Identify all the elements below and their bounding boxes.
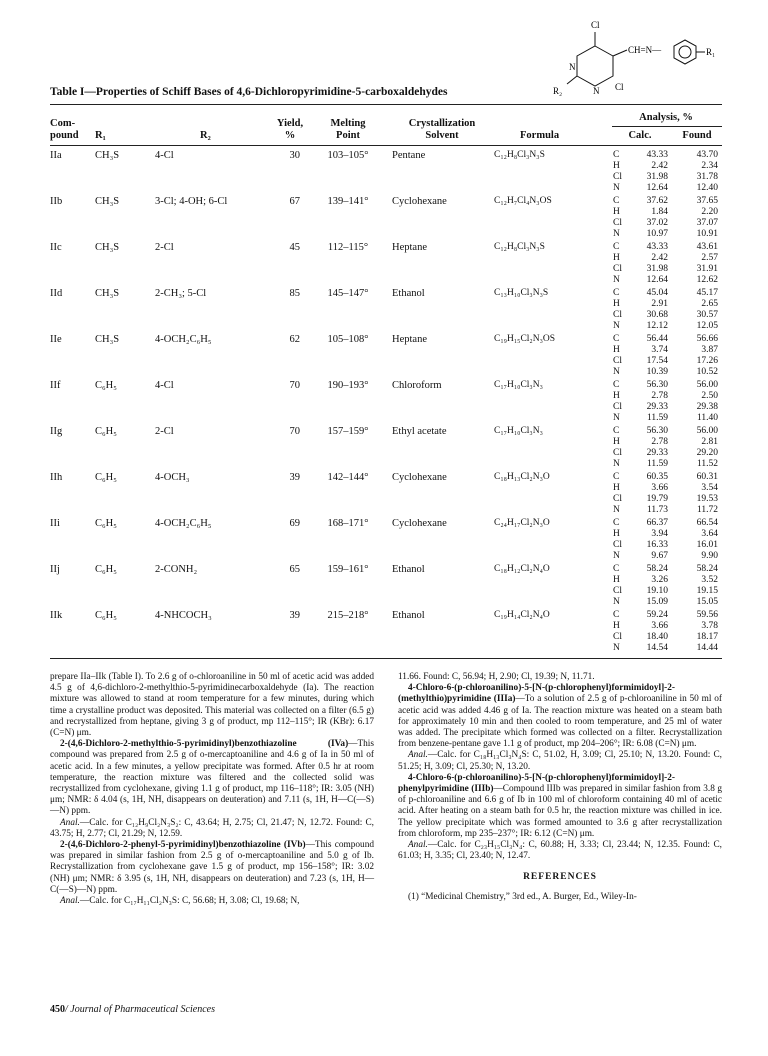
analysis-rule <box>612 126 722 127</box>
compound-id: IIe <box>50 334 62 345</box>
cell-solvent: Heptane <box>392 242 427 253</box>
right-column <box>398 672 722 903</box>
left-column <box>50 672 374 907</box>
cell-r2: 4-NHCOCH₃ <box>155 610 212 621</box>
header-compound: Com- pound <box>50 118 79 141</box>
left-paragraph-1: prepare IIa–IIk (Table I). To 2.6 g of o-chloroaniline in 50 ml of acetic acid was added 4.5 g of 4,6-dichloro-2-methylthio-5-pyrimidinecarboxaldehyde (Ia). The reaction mixture was allowed to stand at room temperature for a few minutes, during which time a crystalline product was deposited. This material was collected on a filter (6.5 g) and recrystallized from heptane, giving 3 g of product, mp 112–115°; IR (KBr): 6.17 (C=N) μm. <box>50 672 374 739</box>
reference-1: (1) “Medicinal Chemistry,” 3rd ed., A. Burger, Ed., Wiley-In- <box>408 891 637 902</box>
cell-r1: CH₃S <box>95 196 120 207</box>
cell-found: 43.70 2.34 31.78 12.40 <box>696 150 718 193</box>
compound-id: IIh <box>50 472 63 483</box>
header-analysis: Analysis, % <box>639 112 693 123</box>
compound-id: IIa <box>50 150 62 161</box>
compound-id: IIc <box>50 242 62 253</box>
cell-formula: C₁₂H₈Cl₃N₃S <box>494 242 545 252</box>
cell-solvent: Ethyl acetate <box>392 426 447 437</box>
cell-calc: 56.30 2.78 29.33 11.59 <box>646 426 668 469</box>
table-caption: Table I—Properties of Schiff Bases of 4,6-Dichloropyrimidine-5-carboxaldehydes <box>50 86 448 98</box>
cell-found: 60.31 3.54 19.53 11.72 <box>696 472 718 515</box>
cell-formula: C₁₇H₁₀Cl₃N₃ <box>494 426 543 436</box>
left-paragraph-4: 2-(4,6-Dichloro-2-phenyl-5-pyrimidinyl)benzothiazoline (IVb)—This compound was prepared in similar fashion from 2.5 g of o-mercaptoaniline and 5.0 g of Ib. Recrystallization from cyclohexane gave 1.5 g of product, mp 156–158°; IR: 3.02 (NH) μm; NMR: δ 3.95 (s, 1H, NH, disappears on deuteration) and 7.23 (s, 1H, H—C(—S)—N) ppm. <box>50 840 374 895</box>
cell-r2: 3-Cl; 4-OH; 6-Cl <box>155 196 228 207</box>
cell-r1: CH₃S <box>95 334 120 345</box>
compound-id: IIj <box>50 564 60 575</box>
cell-formula: C₁₇H₁₀Cl₃N₃ <box>494 380 543 390</box>
cell-found: 59.56 3.78 18.17 14.44 <box>696 610 718 653</box>
chemical-structure <box>515 16 725 100</box>
cell-r1: C₆H₅ <box>95 564 117 575</box>
cell-formula: C₁₉H₁₄Cl₂N₄O <box>494 610 550 620</box>
cell-calc: 58.24 3.26 19.10 15.09 <box>646 564 668 607</box>
cell-r1: C₆H₅ <box>95 380 117 391</box>
compound-id: IIf <box>50 380 61 391</box>
compound-id: IId <box>50 288 63 299</box>
cell-found: 58.24 3.52 19.15 15.05 <box>696 564 718 607</box>
cell-melting-point: 145–147° <box>327 288 369 299</box>
cell-elements: C H Cl N <box>613 196 622 239</box>
cell-solvent: Cyclohexane <box>392 472 447 483</box>
cell-r1: C₆H₅ <box>95 610 117 621</box>
cell-calc: 56.44 3.74 17.54 10.39 <box>646 334 668 377</box>
cell-yield: 85 <box>289 288 300 299</box>
cell-calc: 60.35 3.66 19.79 11.73 <box>646 472 668 515</box>
header-found: Found <box>682 130 712 141</box>
cell-yield: 65 <box>289 564 300 575</box>
compound-id: IIg <box>50 426 63 437</box>
cell-calc: 37.62 1.84 37.02 10.97 <box>646 196 668 239</box>
cell-yield: 62 <box>289 334 300 345</box>
references-heading: REFERENCES <box>523 872 597 883</box>
cell-melting-point: 190–193° <box>327 380 369 391</box>
left-paragraph-5: Anal.—Calc. for C₁₇H₁₁Cl₂N₃S: C, 56.68; H, 3.08; Cl, 19.68; N, <box>60 896 300 907</box>
cell-found: 56.00 2.81 29.20 11.52 <box>696 426 718 469</box>
cell-found: 56.00 2.50 29.38 11.40 <box>696 380 718 423</box>
cell-solvent: Ethanol <box>392 564 425 575</box>
cell-calc: 59.24 3.66 18.40 14.54 <box>646 610 668 653</box>
cell-yield: 70 <box>289 380 300 391</box>
table-bottom-rule <box>50 658 722 659</box>
header-r1: R₁ <box>95 130 106 141</box>
cell-elements: C H Cl N <box>613 380 622 423</box>
cell-melting-point: 215–218° <box>327 610 369 621</box>
cell-r1: CH₃S <box>95 288 120 299</box>
struct-cl-bottom: Cl <box>615 82 624 92</box>
cell-r2: 4-OCH₂C₆H₅ <box>155 334 212 345</box>
cell-r2: 2-CH₃; 5-Cl <box>155 288 207 299</box>
header-melting-point: Melting Point <box>330 118 366 141</box>
cell-elements: C H Cl N <box>613 334 622 377</box>
compound-id: IIi <box>50 518 60 529</box>
cell-r2: 4-Cl <box>155 380 174 391</box>
cell-solvent: Pentane <box>392 150 426 161</box>
cell-solvent: Ethanol <box>392 288 425 299</box>
cell-r1: CH₃S <box>95 150 120 161</box>
cell-found: 37.65 2.20 37.07 10.91 <box>696 196 718 239</box>
cell-r2: 4-Cl <box>155 150 174 161</box>
cell-formula: C₁₃H₁₀Cl₃N₃S <box>494 288 549 298</box>
cell-elements: C H Cl N <box>613 426 622 469</box>
cell-r1: C₆H₅ <box>95 426 117 437</box>
cell-calc: 43.33 2.42 31.98 12.64 <box>646 242 668 285</box>
struct-r2: R₂ <box>553 86 563 96</box>
cell-r1: C₆H₅ <box>95 518 117 529</box>
cell-melting-point: 103–105° <box>327 150 369 161</box>
cell-r1: CH₃S <box>95 242 120 253</box>
cell-yield: 67 <box>289 196 300 207</box>
right-paragraph-4: 4-Chloro-6-(p-chloroanilino)-5-[N-(p-chlorophenyl)formimidoyl]-2-phenylpyrimidine (IIIb)—Compound IIIb was prepared in similar fashion from 3.8 g of p-chloroaniline and 6.6 g of Ib in 100 ml of chloroform containing 40 ml of acetic acid. After heating on a steam bath for 0.5 hr, the reaction mixture was chilled in ice. The yellow precipitate which was formed amounted to 3.6 g after recrystallization from chloroform, mp 235–237°; IR: 6.12 (C=N) μm. <box>398 772 722 839</box>
left-paragraph-3: Anal.—Calc. for C₁₂H₉Cl₂N₃S₂: C, 43.64; H, 2.75; Cl, 21.47; N, 12.72. Found: C, 43.75; H, 2.77; Cl, 21.29; N, 12.59. <box>50 817 374 839</box>
cell-yield: 39 <box>289 472 300 483</box>
right-paragraph-2: 4-Chloro-6-(p-chloroanilino)-5-[N-(p-chlorophenyl)formimidoyl]-2-(methylthio)pyrimidine (IIIa)—To a solution of 2.5 g of p-chloroaniline in 50 ml of acetic acid was added 4.46 g of Ia. The reaction mixture was heated on a steam bath for approximately 10 min and then cooled to room temperature, and 25 ml of water was added. The precipitate which formed was collected on a filter. Recrystallization from benzene-pentane gave 1.1 g of product, mp 204–206°; IR: 6.08 (C=N) μm. <box>398 683 722 750</box>
right-paragraph-3: Anal.—Calc. for C₁₈H₁₃Cl₃N₄S: C, 51.02, H, 3.09; Cl, 25.10; N, 13.20. Found: C, 51.25; H, 3.09; Cl, 25.30; N, 13.20. <box>398 750 722 772</box>
cell-yield: 69 <box>289 518 300 529</box>
cell-melting-point: 112–115° <box>327 242 369 253</box>
cell-melting-point: 157–159° <box>327 426 369 437</box>
cell-elements: C H Cl N <box>613 518 622 561</box>
cell-r1: C₆H₅ <box>95 472 117 483</box>
cell-r2: 2-Cl <box>155 426 174 437</box>
header-calc: Calc. <box>628 130 652 141</box>
left-paragraph-2: 2-(4,6-Dichloro-2-methylthio-5-pyrimidinyl)benzothiazoline (IVa)—This compound was prepared from 2.5 g of o-mercaptoaniline and 4.6 g of Ia in 50 ml of acetic acid. In a few minutes, a yellow precipitate was formed. After 0.5 hr at room temperature, the reaction mixture was filtered and the collected solid was recrystallized from cyclohexane, giving 1.1 g of product, mp 116–118°; IR: 3.05 (NH) μm; NMR: δ 4.04 (s, 1H, NH, disappears on deuteration) and 7.11 (s, 1H, H—C(—S)—N) ppm. <box>50 739 374 817</box>
page-footer: 450/ Journal of Pharmaceutical Sciences <box>50 1004 215 1015</box>
struct-cl-top: Cl <box>591 20 600 30</box>
cell-elements: C H Cl N <box>613 610 622 653</box>
cell-found: 43.61 2.57 31.91 12.62 <box>696 242 718 285</box>
cell-melting-point: 142–144° <box>327 472 369 483</box>
cell-yield: 30 <box>289 150 300 161</box>
cell-yield: 70 <box>289 426 300 437</box>
header-formula: Formula <box>520 130 560 141</box>
header-solvent: Crystallization Solvent <box>408 118 476 141</box>
cell-elements: C H Cl N <box>613 150 622 193</box>
compound-id: IIb <box>50 196 63 207</box>
cell-r2: 2-CONH₂ <box>155 564 198 575</box>
cell-calc: 56.30 2.78 29.33 11.59 <box>646 380 668 423</box>
cell-formula: C₁₈H₁₂Cl₂N₄O <box>494 564 550 574</box>
cell-found: 56.66 3.87 17.26 10.52 <box>696 334 718 377</box>
table-header-rule <box>50 145 722 146</box>
cell-melting-point: 139–141° <box>327 196 369 207</box>
cell-solvent: Ethanol <box>392 610 425 621</box>
benzene-ring <box>674 40 696 64</box>
struct-ch-n: CH=N— <box>628 45 662 55</box>
cell-calc: 45.04 2.91 30.68 12.12 <box>646 288 668 331</box>
cell-found: 45.17 2.65 30.57 12.05 <box>696 288 718 331</box>
cell-solvent: Chloroform <box>392 380 442 391</box>
cell-formula: C₁₉H₁₅Cl₂N₃OS <box>494 334 556 344</box>
header-yield: Yield, % <box>276 118 304 141</box>
right-paragraph-1: 11.66. Found: C, 56.94; H, 2.90; Cl, 19.39; N, 11.71. <box>398 672 595 682</box>
cell-solvent: Cyclohexane <box>392 196 447 207</box>
cell-elements: C H Cl N <box>613 472 622 515</box>
cell-formula: C₁₈H₁₃Cl₂N₃O <box>494 472 550 482</box>
header-r2: R₂ <box>200 130 211 141</box>
cell-r2: 4-OCH₃ <box>155 472 190 483</box>
struct-n-bottom: N <box>593 86 600 96</box>
pyrimidine-ring <box>577 46 613 86</box>
cell-elements: C H Cl N <box>613 288 622 331</box>
cell-melting-point: 159–161° <box>327 564 369 575</box>
cell-r2: 4-OCH₂C₆H₅ <box>155 518 212 529</box>
cell-yield: 45 <box>289 242 300 253</box>
cell-elements: C H Cl N <box>613 564 622 607</box>
cell-r2: 2-Cl <box>155 242 174 253</box>
right-paragraph-5: Anal.—Calc. for C₂₃H₁₅Cl₃N₄: C, 60.88; H, 3.33; Cl, 23.44; N, 12.35. Found: C, 61.03; H, 3.35; Cl, 23.40; N, 12.47. <box>398 840 722 862</box>
struct-n-left: N <box>569 62 576 72</box>
cell-calc: 66.37 3.94 16.33 9.67 <box>646 518 668 561</box>
compound-id: IIk <box>50 610 63 621</box>
cell-melting-point: 105–108° <box>327 334 369 345</box>
cell-calc: 43.33 2.42 31.98 12.64 <box>646 150 668 193</box>
cell-elements: C H Cl N <box>613 242 622 285</box>
cell-formula: C₁₂H₈Cl₃N₃S <box>494 150 545 160</box>
cell-melting-point: 168–171° <box>327 518 369 529</box>
struct-r1: R₁ <box>706 47 716 57</box>
cell-formula: C₁₂H₇Cl₄N₃OS <box>494 196 552 206</box>
cell-formula: C₂₄H₁₇Cl₂N₃O <box>494 518 550 528</box>
cell-found: 66.54 3.64 16.01 9.90 <box>696 518 718 561</box>
table-top-rule <box>50 104 722 105</box>
cell-yield: 39 <box>289 610 300 621</box>
cell-solvent: Cyclohexane <box>392 518 447 529</box>
cell-solvent: Heptane <box>392 334 427 345</box>
